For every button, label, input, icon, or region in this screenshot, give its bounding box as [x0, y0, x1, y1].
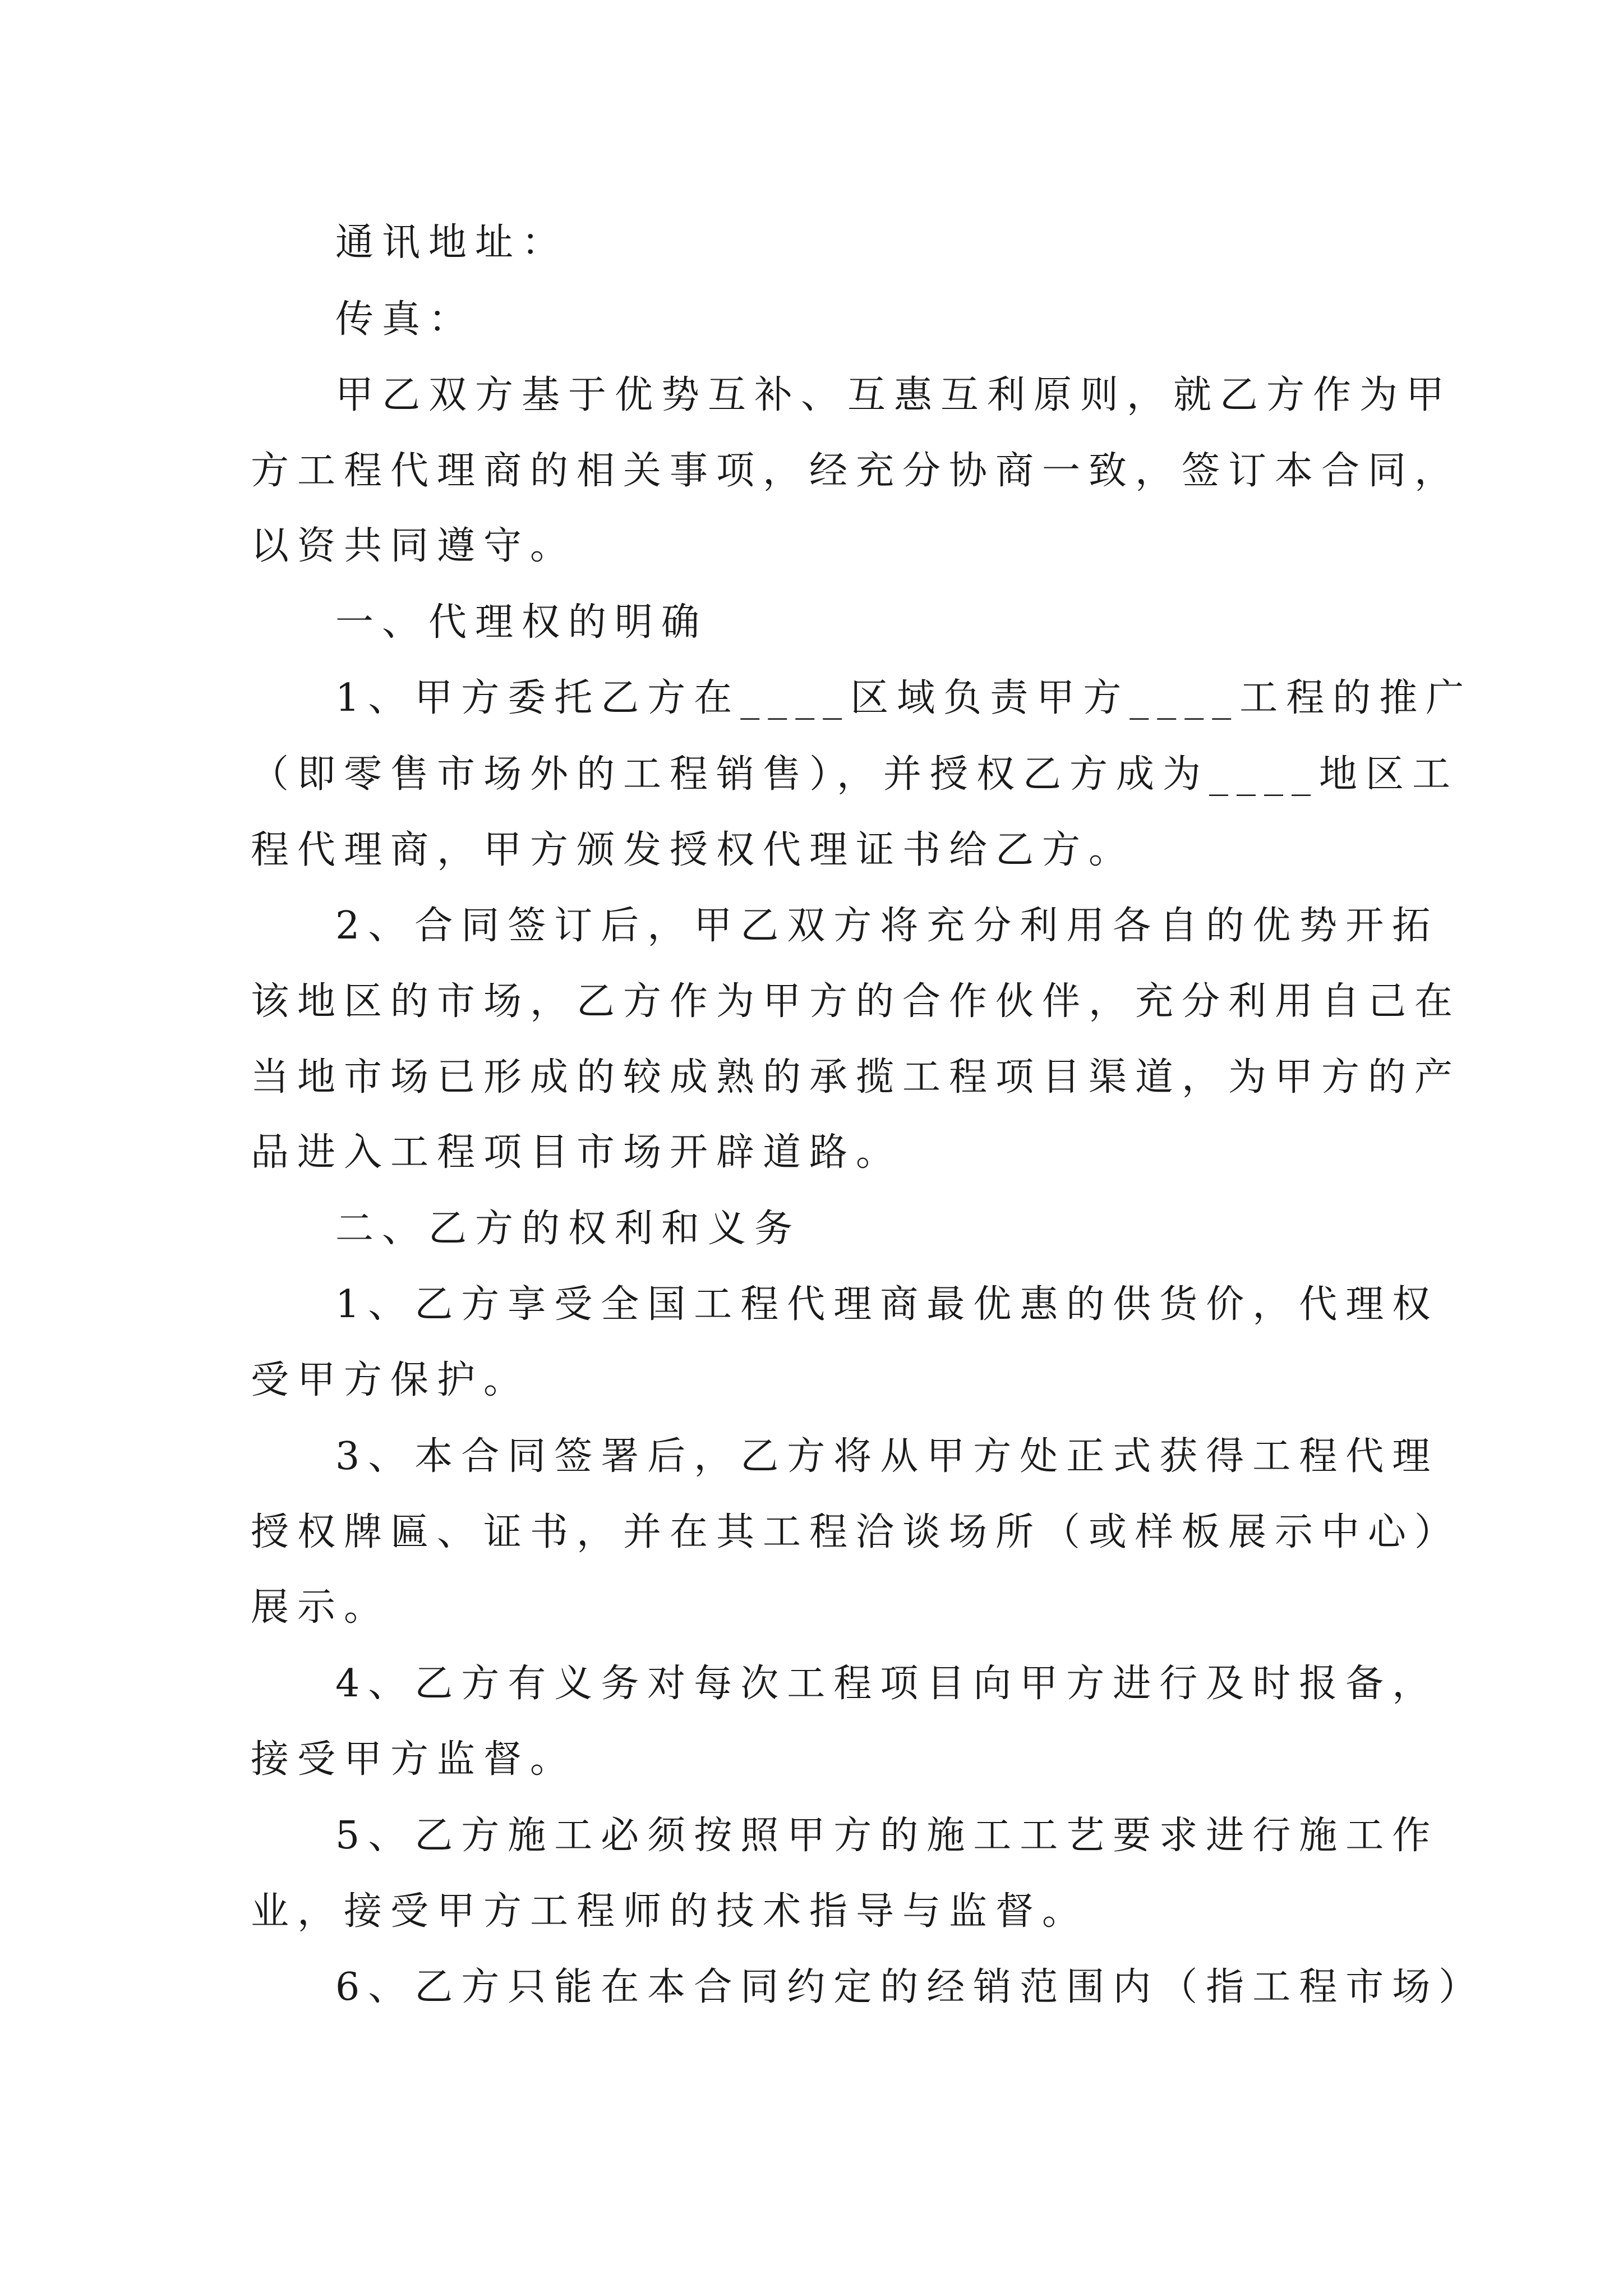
clause-1-1-line-1: 1、甲方委托乙方在____区域负责甲方____工程的推广 — [335, 676, 1473, 720]
clause-1-2-line-1: 2、合同签订后，甲乙双方将充分利用各自的优势开拓 — [335, 904, 1439, 948]
clause-2-3-line-2: 授权牌匾、证书，并在其工程洽谈场所（或样板展示中心） — [251, 1510, 1461, 1554]
clause-2-4-line-1: 4、乙方有义务对每次工程项目向甲方进行及时报备， — [335, 1662, 1439, 1706]
address-label: 通讯地址： — [335, 220, 569, 265]
clause-2-5-line-1: 5、乙方施工必须按照甲方的施工工艺要求进行施工作 — [335, 1814, 1439, 1858]
preamble-line-3: 以资共同遵守。 — [251, 524, 577, 568]
preamble-line-2: 方工程代理商的相关事项，经充分协商一致，签订本合同， — [251, 449, 1461, 493]
preamble-line-1: 甲乙双方基于优势互补、互惠互利原则，就乙方作为甲 — [335, 373, 1453, 417]
clause-2-1-line-2: 受甲方保护。 — [251, 1358, 531, 1402]
clause-1-1-line-2: （即零售市场外的工程销售），并授权乙方成为____地区工 — [251, 752, 1459, 797]
clause-2-5-line-2: 业，接受甲方工程师的技术指导与监督。 — [251, 1889, 1089, 1934]
clause-2-3-line-3: 展示。 — [251, 1585, 391, 1630]
clause-1-1-line-3: 程代理商，甲方颁发授权代理证书给乙方。 — [251, 828, 1136, 872]
section-heading-2: 二、乙方的权利和义务 — [335, 1207, 801, 1251]
clause-2-4-line-2: 接受甲方监督。 — [251, 1737, 577, 1782]
clause-1-2-line-3: 当地市场已形成的较成熟的承揽工程项目渠道，为甲方的产 — [251, 1055, 1461, 1099]
section-heading-1: 一、代理权的明确 — [335, 600, 708, 645]
clause-1-2-line-4: 品进入工程项目市场开辟道路。 — [251, 1130, 903, 1175]
clause-2-1-line-1: 1、乙方享受全国工程代理商最优惠的供货价，代理权 — [335, 1282, 1439, 1327]
clause-2-6-line-1: 6、乙方只能在本合同约定的经销范围内（指工程市场） — [335, 1965, 1486, 2009]
fax-label: 传真： — [335, 297, 476, 342]
clause-1-2-line-2: 该地区的市场，乙方作为甲方的合作伙伴，充分利用自己在 — [251, 979, 1461, 1024]
clause-2-3-line-1: 3、本合同签署后，乙方将从甲方处正式获得工程代理 — [335, 1434, 1439, 1479]
